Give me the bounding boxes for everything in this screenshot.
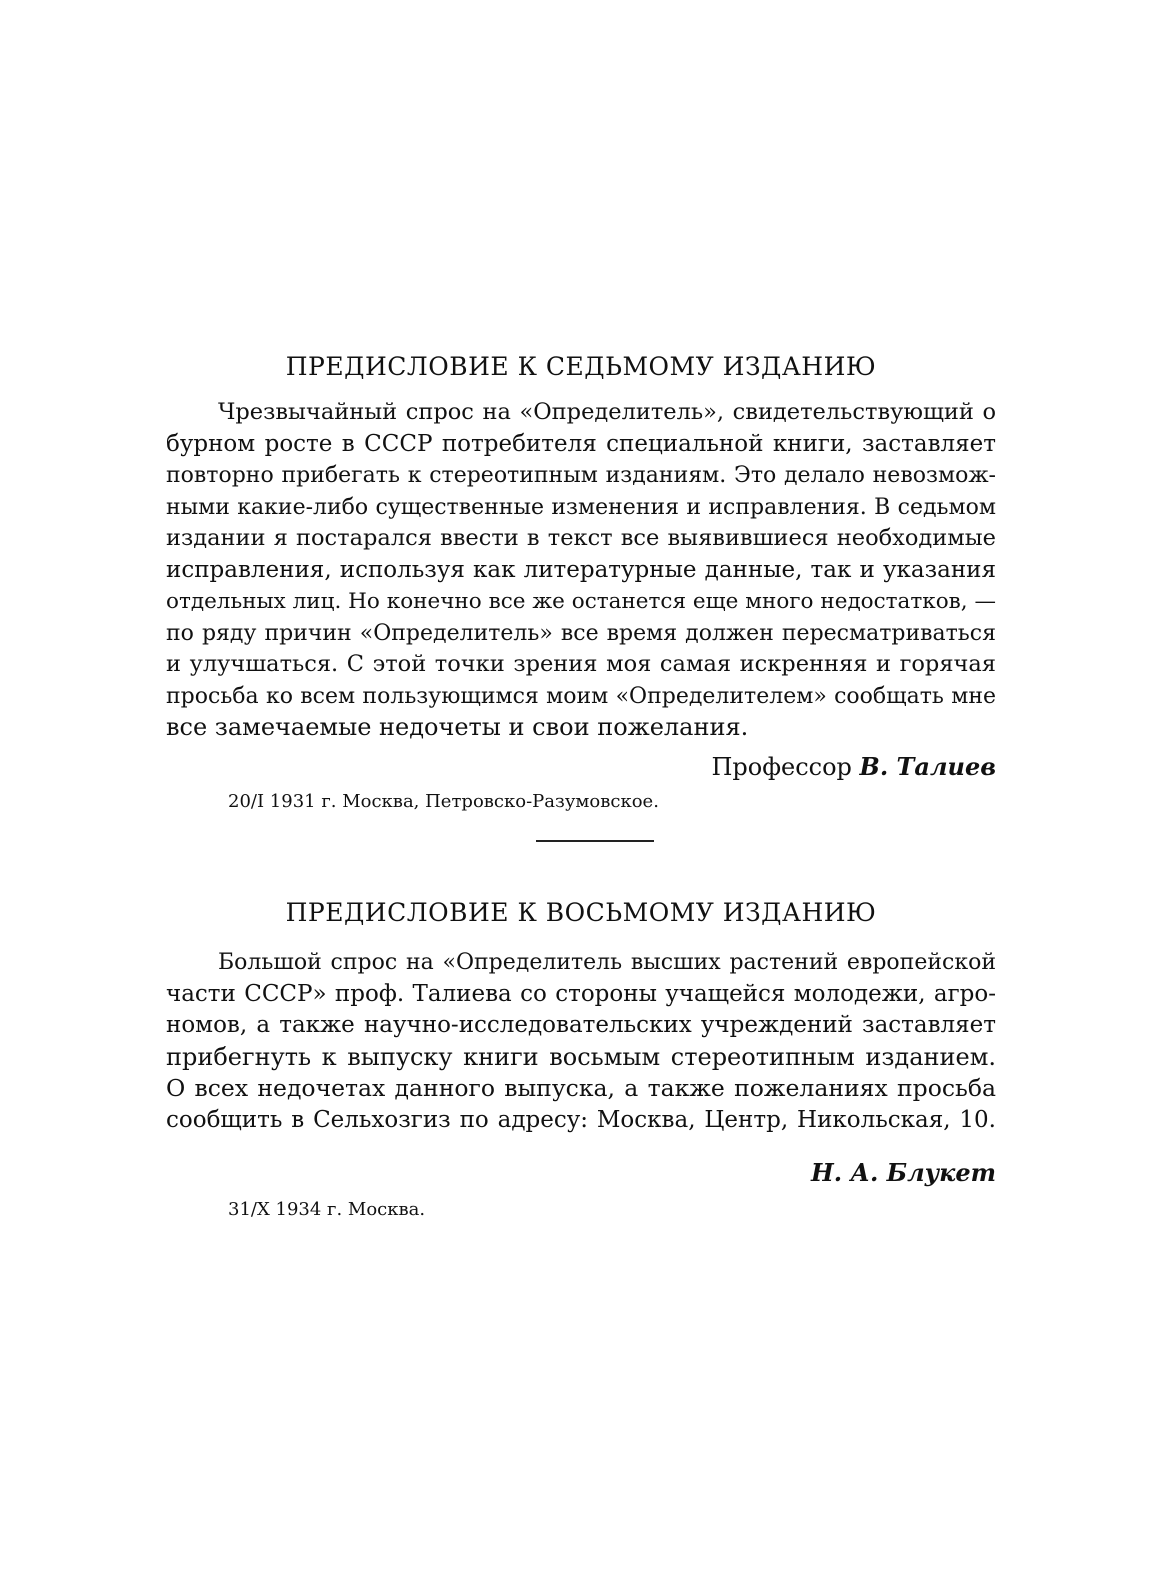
text-line: Чрезвычайный спрос на «Определитель», свидетельствующий о (218, 399, 996, 425)
text-line: просьба ко всем пользующимся моим «Определителем» сообщать мне (166, 683, 996, 709)
text-line: прибегнуть к выпуску книги восьмым стереотипным изданием. (166, 1042, 996, 1071)
text-line: Большой спрос на «Определитель высших растений европейской (218, 950, 996, 975)
text-line: О всех недочетах данного выпуска, а также пожеланиях просьба (166, 1074, 996, 1102)
text-line: по ряду причин «Определитель» все время должен пересматриваться (166, 620, 996, 646)
text-line: все замечаемые недочеты и свои пожелания. (166, 713, 749, 741)
preface-eighth-edition (166, 898, 996, 1220)
preface-seventh-edition (166, 352, 996, 812)
text-line: повторно прибегать к стереотипным изданиям. Это делало невозмож- (166, 463, 996, 488)
signature-title: Профессор (711, 752, 852, 781)
signature-name: В. Талиев (859, 751, 996, 781)
signature-name: Н. А. Блукет (811, 1158, 996, 1187)
text-line: издании я постарался ввести в текст все выявившиеся необходимые (166, 525, 996, 551)
text-line: части СССР» проф. Талиева со стороны учащейся молодежи, агро- (166, 980, 996, 1007)
text-line: и улучшаться. С этой точки зрения моя самая искренняя и горячая (166, 651, 996, 677)
text-line: ными какие-либо существенные изменения и исправления. В седьмом (166, 494, 996, 520)
section-divider (536, 840, 654, 842)
text-line: исправления, используя как литературные данные, так и указания (166, 556, 996, 583)
preface-seventh-date: 20/I 1931 г. Москва, Петровско-Разумовское. (228, 790, 659, 812)
preface-eighth-body (166, 947, 996, 1136)
preface-eighth-signature (166, 1158, 996, 1187)
preface-eighth-date: 31/X 1934 г. Москва. (228, 1199, 426, 1220)
preface-eighth-title: ПРЕДИСЛОВИЕ К ВОСЬМОМУ ИЗДАНИЮ (285, 898, 877, 927)
text-line: сообщить в Сельхозгиз по адресу: Москва, Центр, Никольская, 10. (166, 1106, 996, 1133)
text-line: отдельных лиц. Но конечно все же останется еще много недостатков, — (166, 589, 996, 614)
text-line: бурном росте в СССР потребителя специальной книги, заставляет (166, 430, 996, 457)
text-line: номов, а также научно-исследовательских учреждений заставляет (166, 1012, 996, 1038)
preface-seventh-body (166, 397, 996, 744)
preface-seventh-title: ПРЕДИСЛОВИЕ К СЕДЬМОМУ ИЗДАНИЮ (285, 352, 877, 381)
preface-seventh-signature (166, 752, 996, 781)
